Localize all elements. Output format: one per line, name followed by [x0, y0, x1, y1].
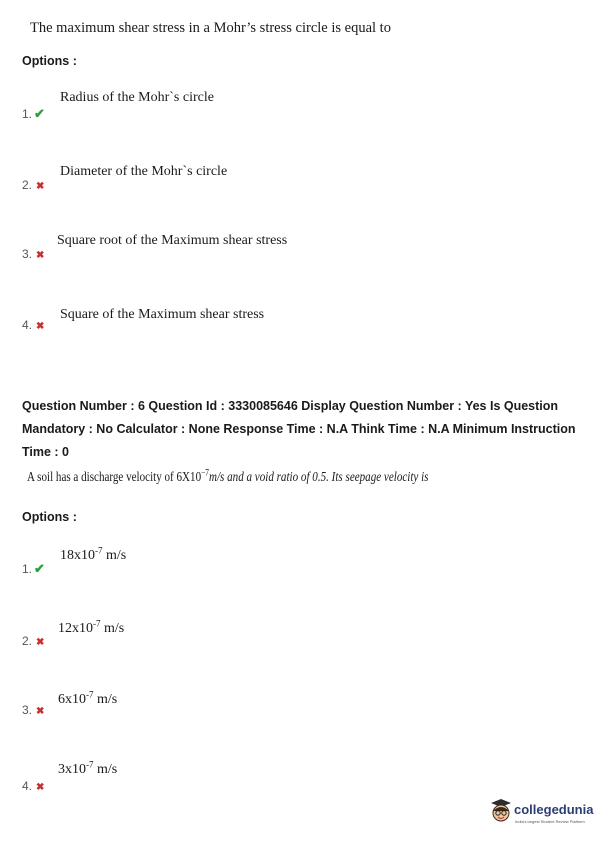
q1-option-4-number: 4. ✖: [22, 318, 45, 332]
options-heading-2: Options :: [22, 510, 77, 524]
q2-option-4-number: 4. ✖: [22, 779, 45, 793]
q2-option-1-number: 1. ✔: [22, 561, 45, 576]
cross-icon: ✖: [36, 181, 45, 192]
cross-icon: ✖: [36, 250, 45, 261]
cross-icon: ✖: [36, 706, 45, 717]
cross-icon: ✖: [36, 321, 45, 332]
q1-option-2-number: 2. ✖: [22, 178, 45, 192]
q2-option-4-text: $3x10^{-7}$ m/s: [58, 759, 118, 777]
check-icon: ✔: [34, 561, 45, 576]
logo-tagline: India's largest Student Review Platform: [515, 819, 585, 824]
q1-option-2-text: Diameter of the Mohr`s circle: [60, 164, 228, 179]
q1-option-1-number: 1. ✔: [22, 106, 45, 121]
question-1-text: The maximum shear stress in a Mohr’s stress circle is equal to: [30, 20, 391, 36]
q1-option-3-number: 3. ✖: [22, 247, 45, 261]
cross-icon: ✖: [36, 782, 45, 793]
q1-option-3-text: Square root of the Maximum shear stress: [57, 233, 288, 248]
q2-option-3-number: 3. ✖: [22, 703, 45, 717]
logo-name: collegedunia: [514, 802, 594, 817]
cross-icon: ✖: [36, 637, 45, 648]
check-icon: ✔: [34, 106, 45, 121]
q1-option-4-text: Square of the Maximum shear stress: [60, 307, 265, 322]
q2-option-3-text: $6x10^{-7}$ m/s: [58, 689, 118, 707]
q1-option-1-text: Radius of the Mohr`s circle: [60, 90, 214, 105]
q2-option-2-number: 2. ✖: [22, 634, 45, 648]
question-meta: Question Number : 6 Question Id : 3330085646 Display Question Number : Yes Is Question Mandatory : No Calculator : None Response Time : N.A Think Time : N.A Minimum Instruction Time : 0: [22, 399, 576, 459]
question-2-text: A soil has a discharge velocity of $6X10^{-7}m/s$ and a void ratio of 0.5. Its seepage velocity is: [27, 467, 429, 484]
q2-option-1-text: $18x10^{-7}$ m/s: [60, 545, 127, 563]
student-avatar-icon: [490, 798, 512, 824]
options-heading-1: Options :: [22, 54, 77, 68]
q2-option-2-text: $12x10^{-7}$ m/s: [58, 618, 125, 636]
